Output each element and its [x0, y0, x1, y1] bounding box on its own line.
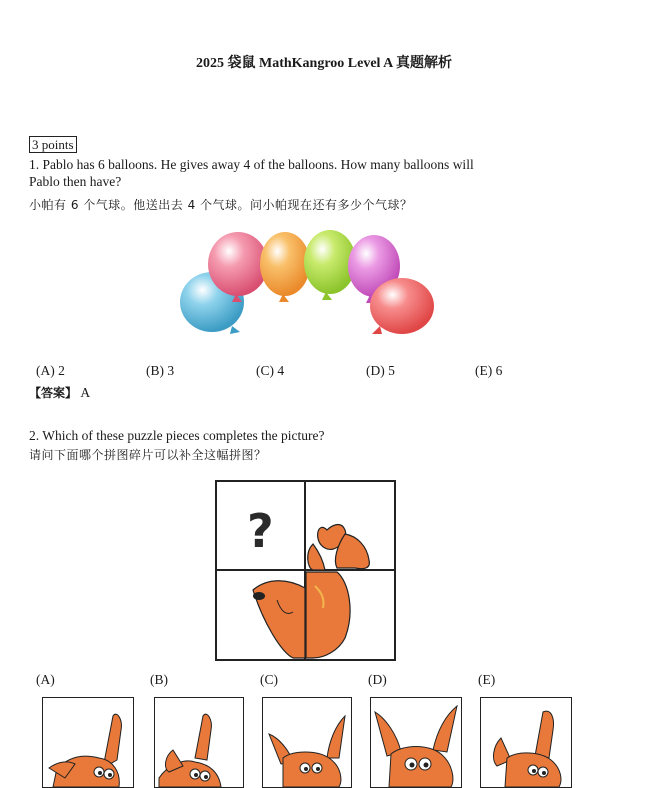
q1-choice-d: (D) 5	[366, 363, 395, 378]
q2-option-c-piece[interactable]	[262, 697, 352, 788]
kangaroo-partial-picture	[217, 482, 394, 659]
q1-answer	[29, 384, 90, 401]
q2-option-d-piece[interactable]	[370, 697, 462, 788]
q2-option-e-label: (E)	[478, 672, 496, 687]
points-badge: 3 points	[29, 136, 77, 153]
question-mark: ?	[247, 504, 274, 558]
kangaroo-head-icon	[43, 698, 133, 787]
q1-text-line1: 1. Pablo has 6 balloons. He gives away 4 of the balloons. How many balloons will	[29, 157, 474, 172]
q2-option-e-piece[interactable]	[480, 697, 572, 788]
q1-choice-e: (E) 6	[475, 363, 503, 378]
q2-option-b-label: (B)	[150, 672, 168, 687]
kangaroo-head-icon	[155, 698, 243, 787]
q1-text-chinese: 小帕有 6 个气球。他送出去 4 个气球。问小帕现在还有多少个气球？	[29, 198, 413, 212]
answer-label: 【答案】	[29, 386, 78, 400]
puzzle-grid	[215, 480, 396, 661]
q2-option-a-piece[interactable]	[42, 697, 134, 788]
answer-value: A	[80, 385, 91, 400]
kangaroo-head-icon	[263, 698, 351, 787]
q1-text-line2: Pablo then have?	[29, 174, 122, 189]
q1-choice-c: (C) 4	[256, 363, 285, 378]
kangaroo-head-icon	[481, 698, 571, 787]
page-title: 2025 袋鼠 MathKangroo Level A 真题解析	[195, 56, 453, 71]
balloon-orange	[260, 232, 310, 302]
q2-option-c-label: (C)	[260, 672, 278, 687]
q2-option-d-label: (D)	[368, 672, 387, 687]
balloon-red	[370, 278, 434, 334]
q2-text-chinese: 请问下面哪个拼图碎片可以补全这幅拼图？	[29, 448, 267, 462]
kangaroo-head-icon	[371, 698, 461, 787]
q2-text: 2. Which of these puzzle pieces completes the picture?	[29, 428, 325, 443]
q2-option-a-label: (A)	[36, 672, 55, 687]
q2-option-b-piece[interactable]	[154, 697, 244, 788]
balloons-illustration	[170, 222, 450, 342]
q1-choice-a: (A) 2	[36, 363, 65, 378]
q1-choice-b: (B) 3	[146, 363, 175, 378]
